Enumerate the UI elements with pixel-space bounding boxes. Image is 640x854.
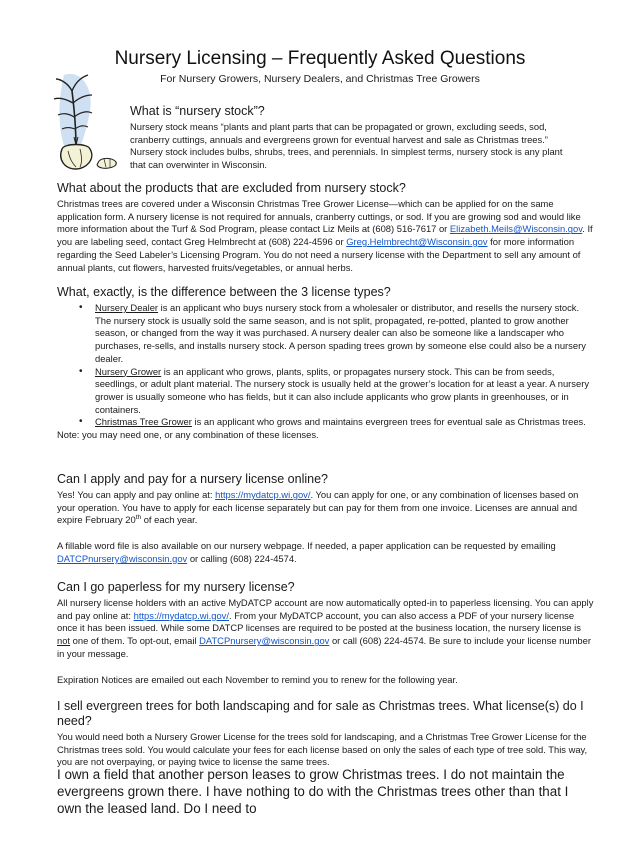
section-heading: What, exactly, is the difference between the 3 license types? xyxy=(57,285,391,299)
license-note: Note: you may need one, or any combination of these licenses. xyxy=(57,429,319,441)
section-apply-online xyxy=(57,472,595,566)
section-heading: Can I apply and pay for a nursery license online? xyxy=(57,472,328,486)
mydatcp-link[interactable]: https://mydatcp.wi.gov/ xyxy=(215,489,311,500)
section-body-paper-application: A fillable word file is also available on our nursery webpage. If needed, a paper application can be requested by emailing DATCPnursery@wisconsin.gov or calling (608) 224-4574. xyxy=(57,540,556,564)
page-subtitle: For Nursery Growers, Nursery Dealers, and Christmas Tree Growers xyxy=(160,73,480,85)
section-body: You would need both a Nursery Grower License for the trees sold for landscaping, and a Christmas Tree Grower License for the Christmas trees sold. You would calculate your fees for each license based on only the sales of each type of tree sold. This way, you are not overpaying, or paying twice to license the same trees. xyxy=(57,731,588,768)
section-body: Nursery stock means “plants and plant parts that can be propagated or grown, excluding seeds, sod, cranberry cuttings, annuals and evergreens grown for eventual harvest and sale as Christmas trees.” Nursery stock includes bulbs, shrubs, trees, and perennials. In simplest terms, nursery stock is any plant that can overwinter in Wisconsin. xyxy=(130,121,563,171)
section-body: Christmas trees are covered under a Wisconsin Christmas Tree Grower License—which can be applied for on the same application form. A nursery license is not required for annuals, cranberry cuttings, or sod. If you are growing sod and would like more information about the Turf & Sod Program, please contact Liz Meils at (608) 516-7617 or Elizabeth.Meils@Wisconsin.gov. If you are labeling seed, contact Greg Helmbrecht at (608) 224-4596 or Greg.Helmbrecht@Wisconsin.gov for more information regarding the Seed Labeler’s Licensing Program. You do not need a nursery license with the Department to sell any amount of annual plants, cut flowers, harvested fruits/vegetables, or annual herbs. xyxy=(57,198,593,273)
license-type-list xyxy=(57,302,595,429)
list-item: • Christmas Tree Grower is an applicant who grows and maintains evergreen trees for eventual sale as Christmas trees. xyxy=(95,416,595,429)
term-christmas-tree-grower: Christmas Tree Grower xyxy=(95,416,192,428)
email-link-datcp-nursery[interactable]: DATCPnursery@wisconsin.gov xyxy=(199,635,330,647)
section-heading: What about the products that are excluded from nursery stock? xyxy=(57,181,406,195)
section-heading: I sell evergreen trees for both landscaping and for sale as Christmas trees. What license(s) do I need? xyxy=(57,699,584,728)
section-leased-land xyxy=(57,766,595,819)
section-body: All nursery license holders with an active MyDATCP account are now automatically opted-in to paperless licensing. You can apply and pay online at: https://mydatcp.wi.gov/. From your MyDATCP account, you can also access a PDF of your nursery license once it has been issued. While some DATCP licenses are required to be posted at the business location, the nursery license is not one of them. To opt-out, email DATCPnursery@wisconsin.gov or call (608) 224-4574. Be sure to include your license number in your message. xyxy=(57,597,594,659)
section-nursery-stock xyxy=(130,104,580,172)
email-link-greg-helmbrecht[interactable]: Greg.Helmbrecht@Wisconsin.gov xyxy=(346,236,488,248)
section-heading: Can I go paperless for my nursery license? xyxy=(57,580,295,594)
section-heading: I own a field that another person leases to grow Christmas trees. I do not maintain the evergreens grown there. I have nothing to do with the Christmas trees other than that I own the leased land. Do I need to xyxy=(57,767,569,816)
list-item: • Nursery Dealer is an applicant who buys nursery stock from a wholesaler or distributor, and resells the nursery stock. The nursery stock is usually sold the same season, and is not split, propagated, re-potted, planted to grow another season, or changed from the way it was purchased. A nursery dealer can also be someone like a landscaper who purchases, re-sells, and installs nursery stock. A person spading trees grown by someone else could also be a nursery dealer. xyxy=(95,302,595,366)
section-body: Yes! You can apply and pay online at: https://mydatcp.wi.gov/. You can apply for one, or any combination of licenses based on your operation. You have to apply for each license separately but can pay for them from one invoice. Licenses are annual and expire February 20th of each year. xyxy=(57,489,579,526)
term-nursery-dealer: Nursery Dealer xyxy=(95,302,159,313)
section-paperless xyxy=(57,580,595,686)
potted-seedling-icon xyxy=(50,67,122,177)
email-link-liz-meils[interactable]: Elizabeth.Meils@Wisconsin.gov xyxy=(449,223,583,235)
page-title: Nursery Licensing – Frequently Asked Questions xyxy=(114,48,526,69)
section-evergreen-license xyxy=(57,699,595,769)
term-nursery-grower: Nursery Grower xyxy=(95,365,162,377)
list-item: • Nursery Grower is an applicant who grows, plants, splits, or propagates nursery stock. This can be from seeds, seedlings, or adult plant material. The nursery stock is usually held at the grower’s location for at least a year. A nursery grower is usually someone who has fields, but it can also include applicants who grow plants in greenhouses, or in containers. xyxy=(95,366,595,417)
email-link-datcp-nursery[interactable]: DATCPnursery@wisconsin.gov xyxy=(57,552,188,564)
section-heading: What is “nursery stock”? xyxy=(130,104,265,118)
expiration-notice-text: Expiration Notices are emailed out each November to remind you to renew for the following year. xyxy=(57,673,458,685)
mydatcp-link[interactable]: https://mydatcp.wi.gov/ xyxy=(133,609,229,621)
section-excluded-products xyxy=(57,181,595,274)
section-license-types xyxy=(57,285,595,442)
